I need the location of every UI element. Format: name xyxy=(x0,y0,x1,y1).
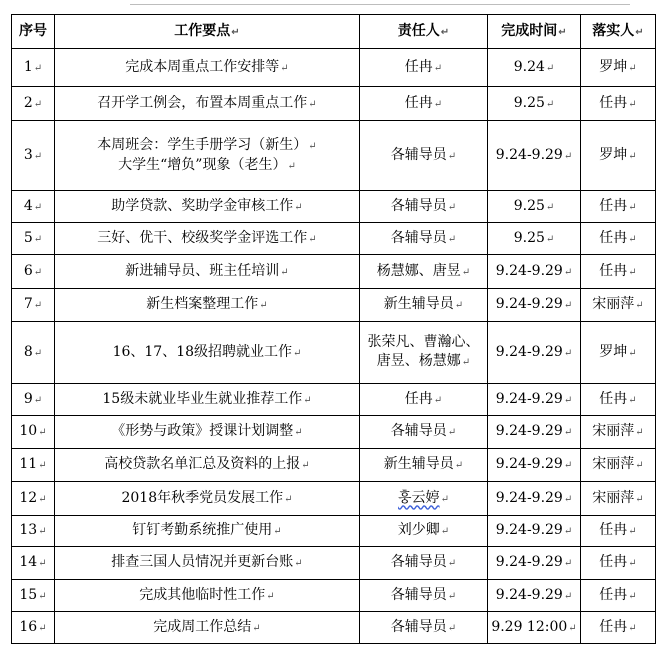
cell-owner-text: 各辅导员 xyxy=(390,586,447,603)
cell-assignee xyxy=(581,580,656,612)
paragraph-mark-icon: ↵ xyxy=(447,590,457,602)
cell-task xyxy=(55,482,360,516)
table-row xyxy=(12,384,656,416)
cell-assignee xyxy=(581,384,656,416)
cell-assignee xyxy=(581,612,656,644)
paragraph-mark-icon: ↵ xyxy=(38,526,47,537)
cell-owner xyxy=(360,547,488,580)
cell-number xyxy=(12,191,55,223)
cell-task xyxy=(55,191,360,223)
cell-time-text: 9.24-9.29 xyxy=(495,423,563,439)
cell-owner xyxy=(360,255,488,289)
page-top-border xyxy=(130,4,630,5)
cell-assignee-text: 任冉 xyxy=(599,390,628,407)
paragraph-mark-icon: ↵ xyxy=(266,590,275,602)
paragraph-mark-icon: ↵ xyxy=(294,427,303,438)
cell-task-text: 高校贷款名单汇总及资料的上报 xyxy=(104,456,301,472)
cell-owner-text: 各辅导员 xyxy=(390,423,447,439)
cell-number xyxy=(12,449,55,482)
cell-number xyxy=(12,255,55,289)
cell-time xyxy=(488,612,581,644)
paragraph-mark-icon: ↵ xyxy=(563,394,573,406)
cell-task xyxy=(55,289,360,322)
cell-assignee xyxy=(581,449,656,482)
cell-task-text: 本周班会：学生手册学习（新生） xyxy=(97,136,308,153)
cell-number xyxy=(12,49,55,87)
paragraph-mark-icon: ↵ xyxy=(563,347,573,359)
cell-task-text: 2018年秋季党员发展工作 xyxy=(121,489,284,506)
cell-time xyxy=(488,449,581,482)
paragraph-mark-icon: ↵ xyxy=(38,427,47,438)
cell-owner-text: 훙云婷 xyxy=(398,489,440,506)
cell-time-text: 9.24 xyxy=(513,58,545,75)
paragraph-mark-icon: ↵ xyxy=(628,558,637,569)
cell-time xyxy=(488,191,581,223)
cell-time-text: 9.25 xyxy=(513,229,545,246)
table-row xyxy=(12,612,656,644)
cell-task xyxy=(55,49,360,87)
cell-task-text: 排查三国人员情况并更新台账 xyxy=(111,554,294,570)
cell-time-text: 9.25 xyxy=(513,94,545,111)
table-row xyxy=(12,255,656,289)
paragraph-mark-icon: ↵ xyxy=(545,62,555,74)
paragraph-mark-icon: ↵ xyxy=(563,150,573,162)
cell-number xyxy=(12,580,55,612)
paragraph-mark-icon: ↵ xyxy=(563,300,573,311)
paragraph-mark-icon: ↵ xyxy=(259,300,268,311)
cell-owner xyxy=(360,289,488,322)
cell-task-text: 新生档案整理工作 xyxy=(146,296,259,312)
paragraph-mark-icon: ↵ xyxy=(628,150,637,162)
paragraph-mark-icon: ↵ xyxy=(293,347,302,359)
cell-number xyxy=(12,322,55,384)
cell-time xyxy=(488,223,581,255)
cell-assignee-text: 任冉 xyxy=(599,586,628,603)
paragraph-mark-icon: ↵ xyxy=(33,150,43,162)
cell-time-text: 9.24-9.29 xyxy=(495,489,563,506)
paragraph-mark-icon: ↵ xyxy=(447,233,457,245)
cell-time xyxy=(488,516,581,547)
paragraph-mark-icon: ↵ xyxy=(252,622,261,634)
cell-time xyxy=(488,482,581,516)
table-row xyxy=(12,49,656,87)
cell-assignee-text: 任冉 xyxy=(599,618,628,635)
cell-owner-text: 张荣凡、曹瀚心、 xyxy=(367,334,480,350)
cell-time-text: 9.24-9.29 xyxy=(495,262,563,279)
paragraph-mark-icon: ↵ xyxy=(628,622,637,634)
cell-number xyxy=(12,416,55,449)
paragraph-mark-icon: ↵ xyxy=(628,201,637,213)
table-body xyxy=(12,49,656,644)
cell-time xyxy=(488,121,581,191)
cell-owner-text: 各辅导员 xyxy=(390,197,447,214)
paragraph-mark-icon: ↵ xyxy=(635,300,644,311)
cell-number-text: 13 xyxy=(19,522,38,538)
cell-time-text: 9.24-9.29 xyxy=(495,456,563,472)
cell-number xyxy=(12,384,55,416)
paragraph-mark-icon: ↵ xyxy=(440,493,449,505)
cell-number xyxy=(12,87,55,121)
paragraph-mark-icon: ↵ xyxy=(447,622,457,634)
cell-number-text: 16 xyxy=(19,618,38,635)
cell-assignee-text: 任冉 xyxy=(599,94,628,111)
cell-number-text: 9 xyxy=(23,390,33,407)
paragraph-mark-icon: ↵ xyxy=(635,460,644,471)
cell-task-text: 完成其他临时性工作 xyxy=(139,586,266,603)
table-row xyxy=(12,516,656,547)
paragraph-mark-icon: ↵ xyxy=(273,526,282,537)
paragraph-mark-icon: ↵ xyxy=(628,394,637,406)
cell-time xyxy=(488,87,581,121)
cell-task-text: 大学生“增负”现象（老生） xyxy=(118,156,287,173)
cell-number-text: 1 xyxy=(23,58,33,75)
cell-task-text: 15级未就业毕业生就业推荐工作 xyxy=(102,390,303,407)
cell-owner xyxy=(360,191,488,223)
cell-time xyxy=(488,416,581,449)
cell-assignee xyxy=(581,255,656,289)
cell-assignee xyxy=(581,416,656,449)
table-row xyxy=(12,547,656,580)
cell-time-text: 9.24-9.29 xyxy=(495,296,563,312)
cell-owner xyxy=(360,121,488,191)
cell-time xyxy=(488,547,581,580)
cell-time-text: 9.24-9.29 xyxy=(495,390,563,407)
cell-owner xyxy=(360,49,488,87)
cell-owner xyxy=(360,516,488,547)
cell-owner-text: 杨慧娜、唐昱 xyxy=(376,262,461,279)
cell-number xyxy=(12,223,55,255)
cell-owner-text: 各辅导员 xyxy=(390,618,447,635)
paragraph-mark-icon: ↵ xyxy=(563,427,573,438)
paragraph-mark-icon: ↵ xyxy=(38,558,47,569)
paragraph-mark-icon: ↵ xyxy=(33,394,43,406)
paragraph-mark-icon: ↵ xyxy=(284,493,293,505)
cell-assignee-text: 宋丽萍 xyxy=(592,489,635,506)
cell-owner-text: 任冉 xyxy=(404,94,433,111)
cell-assignee xyxy=(581,516,656,547)
cell-time xyxy=(488,255,581,289)
cell-assignee-text: 罗坤 xyxy=(599,146,628,163)
cell-owner xyxy=(360,449,488,482)
cell-number-text: 6 xyxy=(23,262,33,279)
cell-task xyxy=(55,416,360,449)
cell-task xyxy=(55,384,360,416)
weekly-work-plan-table xyxy=(11,14,656,644)
cell-assignee-text: 宋丽萍 xyxy=(592,456,635,472)
cell-task xyxy=(55,516,360,547)
cell-owner xyxy=(360,482,488,516)
cell-owner-text: 各辅导员 xyxy=(390,229,447,246)
paragraph-mark-icon: ↵ xyxy=(563,558,573,569)
paragraph-mark-icon: ↵ xyxy=(303,394,312,406)
cell-owner-text: 各辅导员 xyxy=(390,146,447,163)
cell-assignee xyxy=(581,547,656,580)
paragraph-mark-icon: ↵ xyxy=(38,460,47,471)
paragraph-mark-icon: ↵ xyxy=(447,201,457,213)
paragraph-mark-icon: ↵ xyxy=(454,300,464,311)
cell-assignee-text: 任冉 xyxy=(599,229,628,246)
paragraph-mark-icon: ↵ xyxy=(568,622,577,634)
paragraph-mark-icon: ↵ xyxy=(447,427,457,438)
cell-task xyxy=(55,322,360,384)
paragraph-mark-icon: ↵ xyxy=(433,394,443,406)
cell-time-text: 9.29 12:00 xyxy=(491,618,568,635)
paragraph-mark-icon: ↵ xyxy=(635,427,644,438)
cell-assignee xyxy=(581,289,656,322)
cell-assignee xyxy=(581,121,656,191)
cell-time xyxy=(488,289,581,322)
cell-time-text: 9.25 xyxy=(513,197,545,214)
cell-task-text: 助学贷款、奖助学金审核工作 xyxy=(111,197,294,214)
cell-task-text: 召开学工例会，布置本周重点工作 xyxy=(97,94,308,111)
cell-time-text: 9.24-9.29 xyxy=(495,146,563,163)
paragraph-mark-icon: ↵ xyxy=(433,98,443,110)
cell-task xyxy=(55,580,360,612)
table-header-row xyxy=(12,15,656,49)
paragraph-mark-icon: ↵ xyxy=(38,590,47,602)
cell-assignee-text: 任冉 xyxy=(599,262,628,279)
cell-number-text: 2 xyxy=(23,94,33,111)
table-row xyxy=(12,449,656,482)
cell-number xyxy=(12,289,55,322)
cell-time-text: 9.24-9.29 xyxy=(495,554,563,570)
table-row xyxy=(12,87,656,121)
cell-task xyxy=(55,547,360,580)
cell-assignee xyxy=(581,87,656,121)
paragraph-mark-icon: ↵ xyxy=(440,526,450,537)
cell-number-text: 3 xyxy=(23,146,33,163)
paragraph-mark-icon: ↵ xyxy=(38,493,47,505)
cell-task xyxy=(55,449,360,482)
table-row xyxy=(12,322,656,384)
cell-owner-text: 新生辅导员 xyxy=(383,456,454,472)
cell-time-text: 9.24-9.29 xyxy=(495,522,563,538)
cell-assignee-text: 罗坤 xyxy=(599,343,628,360)
cell-time xyxy=(488,49,581,87)
cell-time xyxy=(488,322,581,384)
paragraph-mark-icon: ↵ xyxy=(628,233,637,245)
cell-task-text: 新进辅导员、班主任培训 xyxy=(125,262,280,279)
paragraph-mark-icon: ↵ xyxy=(563,460,573,471)
paragraph-mark-icon: ↵ xyxy=(33,98,43,110)
paragraph-mark-icon: ↵ xyxy=(280,62,289,74)
header-number: 序号 xyxy=(12,15,55,49)
cell-owner xyxy=(360,384,488,416)
cell-assignee xyxy=(581,482,656,516)
cell-number xyxy=(12,121,55,191)
paragraph-mark-icon: ↵ xyxy=(545,233,555,245)
table-row xyxy=(12,482,656,516)
cell-assignee xyxy=(581,322,656,384)
paragraph-mark-icon: ↵ xyxy=(308,140,317,152)
paragraph-mark-icon: ↵ xyxy=(33,347,43,359)
cell-time xyxy=(488,580,581,612)
paragraph-mark-icon: ↵ xyxy=(545,201,555,213)
paragraph-mark-icon: ↵ xyxy=(628,526,637,537)
cell-owner xyxy=(360,580,488,612)
paragraph-mark-icon: ↵ xyxy=(287,160,296,172)
cell-owner xyxy=(360,87,488,121)
cell-number-text: 11 xyxy=(19,456,38,472)
paragraph-mark-icon: ↵ xyxy=(294,201,303,213)
paragraph-mark-icon: ↵ xyxy=(433,62,443,74)
header-owner: 责任人↵ xyxy=(360,15,488,49)
header-assignee: 落实人↵ xyxy=(581,15,656,49)
paragraph-mark-icon: ↵ xyxy=(308,98,317,110)
paragraph-mark-icon: ↵ xyxy=(628,98,637,110)
table-row xyxy=(12,289,656,322)
paragraph-mark-icon: ↵ xyxy=(38,622,47,634)
cell-task-text: 《形势与政策》授课计划调整 xyxy=(111,423,294,439)
cell-assignee xyxy=(581,49,656,87)
cell-number-text: 5 xyxy=(23,229,33,246)
cell-number xyxy=(12,516,55,547)
table-row xyxy=(12,191,656,223)
paragraph-mark-icon: ↵ xyxy=(33,266,43,278)
cell-number-text: 8 xyxy=(23,343,33,360)
cell-number xyxy=(12,482,55,516)
table-row xyxy=(12,580,656,612)
cell-task xyxy=(55,121,360,191)
paragraph-mark-icon: ↵ xyxy=(563,493,573,505)
cell-owner xyxy=(360,416,488,449)
paragraph-mark-icon: ↵ xyxy=(301,460,310,471)
cell-assignee-text: 宋丽萍 xyxy=(592,423,635,439)
cell-task xyxy=(55,612,360,644)
cell-assignee xyxy=(581,223,656,255)
header-task: 工作要点↵ xyxy=(55,15,360,49)
cell-owner-text: 任冉 xyxy=(404,390,433,407)
cell-owner-text: 唐昱、杨慧娜 xyxy=(376,353,461,369)
cell-task-text: 完成本周重点工作安排等 xyxy=(125,58,280,75)
paragraph-mark-icon: ↵ xyxy=(447,558,457,569)
cell-owner-text: 刘少卿 xyxy=(397,522,440,538)
paragraph-mark-icon: ↵ xyxy=(461,357,471,368)
paragraph-mark-icon: ↵ xyxy=(33,201,43,213)
cell-task-text: 三好、优干、校级奖学金评选工作 xyxy=(97,229,308,246)
cell-assignee-text: 任冉 xyxy=(599,522,628,538)
paragraph-mark-icon: ↵ xyxy=(461,266,471,278)
paragraph-mark-icon: ↵ xyxy=(545,98,555,110)
cell-time-text: 9.24-9.29 xyxy=(495,586,563,603)
cell-time-text: 9.24-9.29 xyxy=(495,343,563,360)
cell-task-text: 钉钉考勤系统推广使用 xyxy=(132,522,273,538)
cell-number xyxy=(12,612,55,644)
cell-number-text: 15 xyxy=(19,586,38,603)
cell-task xyxy=(55,87,360,121)
cell-number xyxy=(12,547,55,580)
header-time: 完成时间↵ xyxy=(488,15,581,49)
paragraph-mark-icon: ↵ xyxy=(628,347,637,359)
cell-number-text: 4 xyxy=(23,197,33,214)
cell-assignee-text: 宋丽萍 xyxy=(592,296,635,312)
cell-owner xyxy=(360,322,488,384)
paragraph-mark-icon: ↵ xyxy=(563,590,573,602)
paragraph-mark-icon: ↵ xyxy=(33,300,43,311)
cell-number-text: 12 xyxy=(19,489,38,506)
cell-owner-text: 各辅导员 xyxy=(390,554,447,570)
cell-time xyxy=(488,384,581,416)
cell-owner-text: 任冉 xyxy=(404,58,433,75)
paragraph-mark-icon: ↵ xyxy=(454,460,464,471)
cell-assignee-text: 罗坤 xyxy=(599,58,628,75)
cell-owner-text: 新生辅导员 xyxy=(383,296,454,312)
paragraph-mark-icon: ↵ xyxy=(33,62,43,74)
paragraph-mark-icon: ↵ xyxy=(563,526,573,537)
cell-number-text: 10 xyxy=(19,423,38,439)
paragraph-mark-icon: ↵ xyxy=(628,62,637,74)
cell-task xyxy=(55,223,360,255)
table-row xyxy=(12,416,656,449)
paragraph-mark-icon: ↵ xyxy=(33,233,43,245)
cell-owner xyxy=(360,612,488,644)
cell-task xyxy=(55,255,360,289)
work-plan-sheet xyxy=(11,14,655,644)
paragraph-mark-icon: ↵ xyxy=(280,266,289,278)
paragraph-mark-icon: ↵ xyxy=(635,493,644,505)
table-row xyxy=(12,121,656,191)
cell-task-text: 完成周工作总结 xyxy=(153,618,252,635)
cell-number-text: 7 xyxy=(23,296,33,312)
paragraph-mark-icon: ↵ xyxy=(294,558,303,569)
paragraph-mark-icon: ↵ xyxy=(308,233,317,245)
paragraph-mark-icon: ↵ xyxy=(447,150,457,162)
cell-assignee-text: 任冉 xyxy=(599,197,628,214)
cell-task-text: 16、17、18级招聘就业工作 xyxy=(112,343,293,360)
paragraph-mark-icon: ↵ xyxy=(628,590,637,602)
cell-assignee-text: 任冉 xyxy=(599,554,628,570)
cell-assignee xyxy=(581,191,656,223)
paragraph-mark-icon: ↵ xyxy=(628,266,637,278)
cell-number-text: 14 xyxy=(19,554,38,570)
table-row xyxy=(12,223,656,255)
cell-owner xyxy=(360,223,488,255)
paragraph-mark-icon: ↵ xyxy=(563,266,573,278)
